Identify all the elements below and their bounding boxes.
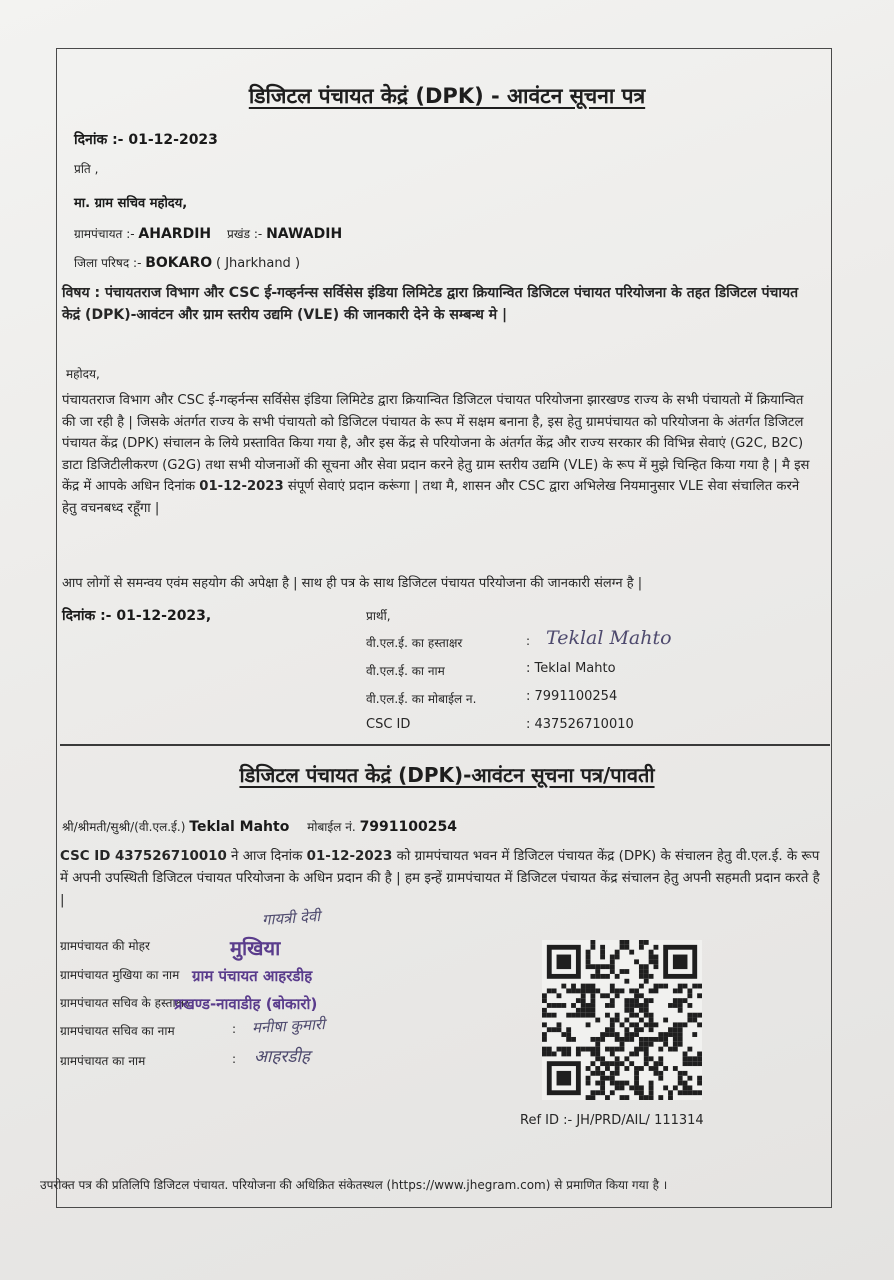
gp-value: AHARDIH xyxy=(138,226,212,242)
closing-line: आप लोगों से समन्वय एवंम सहयोग की अपेक्षा है | साथ ही पत्र के साथ डिजिटल पंचायत परियोजना की जानकारी संलग्न है | xyxy=(62,576,643,591)
footer-date: दिनांक :- 01-12-2023, xyxy=(62,608,212,624)
gp-name-label: ग्रामपंचायत का नाम xyxy=(60,1054,146,1068)
qr-code-icon xyxy=(542,940,702,1100)
sachiv-sign-label: ग्रामपंचायत सचिव के हस्ताक्षर xyxy=(60,996,190,1010)
receipt-person-line xyxy=(62,818,457,835)
receipt-body: CSC ID 437526710010 ने आज दिनांक 01-12-2023 को ग्रामपंचायत भवन में डिजिटल पंचायत केंद्र (DPK) के संचालन हेतु वी.एल.ई. के रूप में अपनी उपस्थिती डिजिटल पंचायत परियोजना के अधिन प्रदान की है | हम इन्हें ग्रामपंचायत में डिजिटल पंचायत केंद्र संचालन हेतु अपनी सहमती प्रदान करते है | xyxy=(60,849,820,908)
stamp-line-mukhiya: मुखिया xyxy=(230,936,281,960)
state-value: ( Jharkhand ) xyxy=(216,256,301,271)
section-divider xyxy=(60,744,830,746)
stamp-line-gp: ग्राम पंचायत आहरडीह xyxy=(192,967,313,985)
receipt-date: 01-12-2023 xyxy=(306,849,393,864)
ref-id: Ref ID :- JH/PRD/AIL/ 111314 xyxy=(520,1113,704,1128)
vle-sign-colon: : xyxy=(526,634,531,648)
person-name: Teklal Mahto xyxy=(189,819,290,835)
handwritten-signature-top: गायत्री देवी xyxy=(261,906,321,930)
vle-mobile-label: वी.एल.ई. का मोबाईल न. xyxy=(366,692,477,706)
mobile-label: मोबाईल नं. xyxy=(307,820,356,834)
body-part1: पंचायतराज विभाग और CSC ई-गव्हर्नन्स सर्विसेस इंडिया लिमिटेड द्वारा क्रियान्वित डिजिटल पंचायत परियोजना झारखण्ड राज्य के सभी पंचायतो में क्रियान्वित की जा रही है | जिसके अंतर्गत राज्य के सभी पंचायतो को डिजिटल पंचायत के रूप में सक्षम बनाना है, इस हेतु ग्रामपंचायत को परियोजना के अंतर्गत डिजिटल पंचायत केंद्र (DPK) संचालन के लिये प्रस्तावित किया गया है, और इस केंद्र से परियोजना के अंतर्गत केंद्र और राज्य सरकार की विभिन्न सेवाएं (G2C, B2C) डाटा डिजिटीलीकरण (G2G) तथा सभी योजनाओं की सूचना और सेवा प्रदान करने हेतु ग्राम स्तरीय उद्यमि (VLE) के रूप में मुझे चिन्हित किया गया है | मै इस केंद्र में आपके अधिन दिनांक xyxy=(62,393,810,494)
receipt-csc-id: CSC ID 437526710010 xyxy=(60,849,227,864)
vle-sign-label: वी.एल.ई. का हस्ताक्षर xyxy=(366,636,463,650)
csc-id-value: : 437526710010 xyxy=(526,717,634,732)
district-value: BOKARO xyxy=(145,255,213,271)
vle-mobile-value: : 7991100254 xyxy=(526,689,618,704)
seal-label: ग्रामपंचायत की मोहर xyxy=(60,939,150,953)
page-title: डिजिटल पंचायत केद्रं (DPK) - आवंटन सूचना पत्र xyxy=(248,84,646,108)
addressee: मा. ग्राम सचिव महोदय, xyxy=(74,196,188,211)
csc-id-label: CSC ID xyxy=(366,717,411,732)
sachiv-name-label: ग्रामपंचायत सचिव का नाम xyxy=(60,1024,175,1038)
vle-name-label: वी.एल.ई. का नाम xyxy=(366,664,445,678)
gp-label: ग्रामपंचायत :- xyxy=(74,227,135,241)
district-line xyxy=(74,254,300,271)
footer-note: उपरोक्त पत्र की प्रतिलिपि डिजिटल पंचायत. परियोजना की अधिक्रित संकेतस्थल (https://www.jhegram.com) से प्रमाणित किया गया है । xyxy=(40,1178,668,1192)
gp-name-colon: : xyxy=(232,1052,237,1066)
mobile-value: 7991100254 xyxy=(359,819,457,835)
prati-label: प्रति , xyxy=(74,162,99,176)
district-label: जिला परिषद :- xyxy=(74,256,142,270)
letter-body xyxy=(62,390,812,519)
receipt-title: डिजिटल पंचायत केद्रं (DPK)-आवंटन सूचना पत्र/पावती xyxy=(239,763,655,787)
body-date: 01-12-2023 xyxy=(199,479,284,494)
block-label: प्रखंड :- xyxy=(226,227,263,241)
vle-signature: Teklal Mahto xyxy=(546,627,672,649)
body-part2: संपूर्ण सेवाएं प्रदान करूंगा | तथा मै, शासन और CSC द्वारा अभिलेख नियमानुसार VLE सेवा संचालित करने हेतु वचनबध्द रहूँगा | xyxy=(62,479,800,516)
sachiv-name-colon: : xyxy=(232,1022,237,1036)
handwritten-gp-name: आहरडीह xyxy=(254,1047,310,1067)
applicant-label: प्रार्थी, xyxy=(366,609,391,623)
letter-date: दिनांक :- 01-12-2023 xyxy=(74,132,218,148)
handwritten-sachiv-name: मनीषा कुमारी xyxy=(251,1015,326,1037)
gp-line xyxy=(74,225,342,242)
stamp-line-block: प्रखण्ड-नावाडीह (बोकारो) xyxy=(174,995,318,1013)
person-prefix: श्री/श्रीमती/सुश्री/(वी.एल.ई.) xyxy=(62,820,186,834)
subject-line: विषय : पंचायतराज विभाग और CSC ई-गव्हर्नन्स सर्विसेस इंडिया लिमिटेड द्वारा क्रियान्वित डिजिटल पंचायत परियोजना के तहत डिजिटल पंचायत केद्रं (DPK)-आवंटन और ग्राम स्तरीय उद्यमि (VLE) की जानकारी देने के सम्बन्ध मे | xyxy=(62,285,799,323)
mukhiya-label: ग्रामपंचायत मुखिया का नाम xyxy=(60,968,180,982)
vle-name-value: : Teklal Mahto xyxy=(526,661,616,676)
salutation: महोदय, xyxy=(66,367,100,381)
block-value: NAWADIH xyxy=(266,226,343,242)
